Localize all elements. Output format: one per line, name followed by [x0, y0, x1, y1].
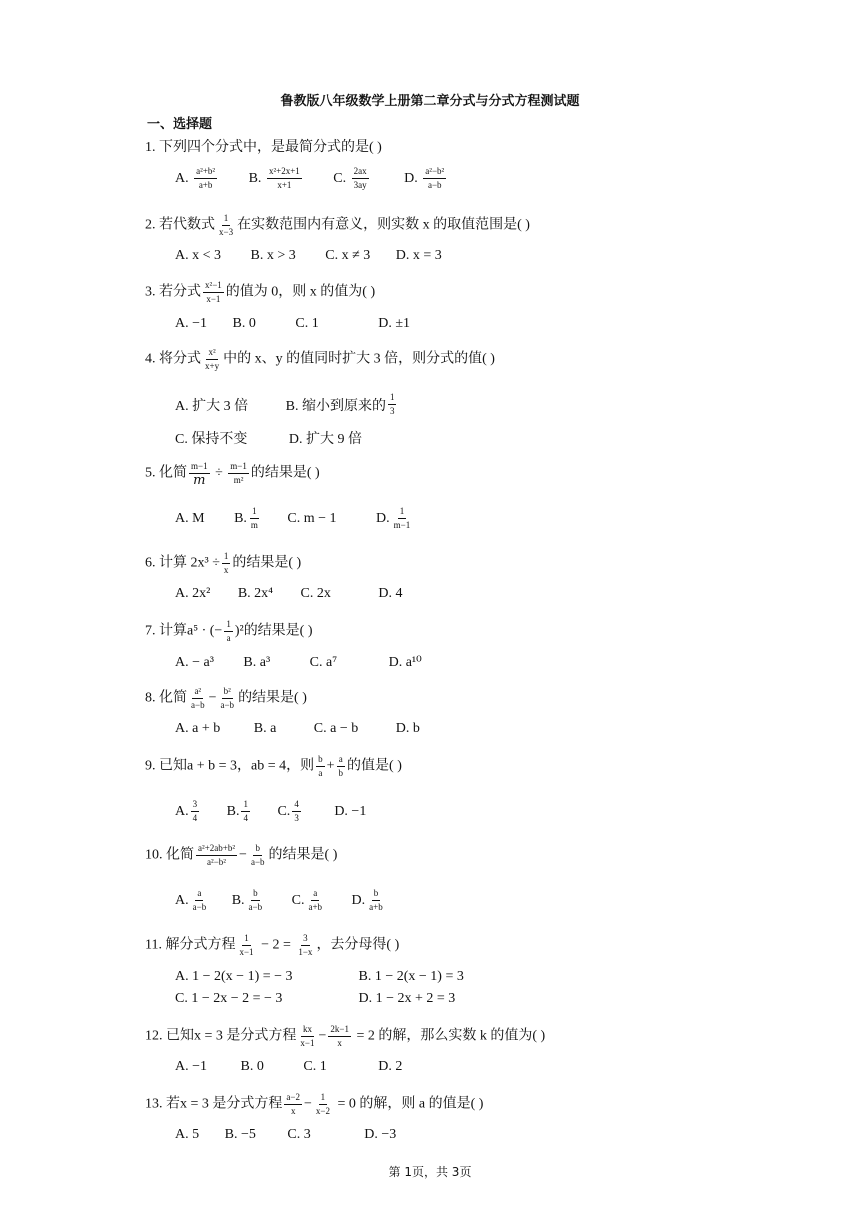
fraction: $\frac{\text{a²−b²}}{a-b}$: [425, 166, 445, 190]
fraction: $\frac{1}{4}$: [243, 799, 248, 823]
question-3-options: A. −1 B. 0 C. 1 D. ±1: [175, 316, 410, 331]
question-10-options: A. $\frac{a}{a-b}$ B. $\frac{b}{a-b}$ C. $\frac{a}{a+b}$ D. $\frac{b}{a+b}$: [175, 888, 383, 912]
question-11-options-row1: A. 1 − 2(x − 1) = − 3 B. 1 − 2(x − 1) = 3: [175, 969, 464, 984]
question-11-options-row2: C. 1 − 2x − 2 = − 3 D. 1 − 2x + 2 = 3: [175, 991, 456, 1006]
question-10: 10. 化简 $\frac{\text{a²+2ab+b²}}{\text{a²−b²}}$ − $\frac{b}{a-b}$ 的结果是( ): [145, 843, 338, 867]
fraction: $\frac{\text{x²+2x+1}}{x+1}$: [268, 166, 300, 190]
question-6: 6. 计算 2x³ ÷ $\frac{1}{x}$ 的结果是( ): [145, 551, 302, 575]
fraction: $\frac{\text{x²}}{x+y}$: [205, 347, 220, 371]
fraction: $\frac{1}{x-3}$: [219, 213, 234, 237]
question-9: 9. 已知a + b = 3，ab = 4，则 $\frac{b}{a}$ + $\frac{a}{b}$ 的值是( ): [145, 754, 402, 778]
fraction: $\frac{\text{a²}}{a-b}$: [191, 686, 205, 710]
question-2-options: A. x < 3 B. x > 3 C. x ≠ 3 D. x = 3: [175, 248, 442, 263]
question-8: 8. 化简 $\frac{\text{a²}}{a-b}$ − $\frac{\text{b²}}{a-b}$ 的结果是( ): [145, 686, 307, 710]
question-4-options-row2: C. 保持不变 D. 扩大 9 倍: [175, 432, 362, 447]
fraction: $\frac{m-1}{\text{m²}}$: [230, 461, 247, 485]
question-12: 12. 已知x = 3 是分式方程 $\frac{kx}{x-1}$ − $\frac{2k-1}{x}$ = 2 的解，那么实数 k 的值为( ): [145, 1024, 546, 1048]
fraction: $\frac{\text{x²−1}}{x-1}$: [205, 280, 222, 304]
fraction: $\frac{1}{m}$: [250, 506, 258, 530]
question-7: 7. 计算a⁵ · (− $\frac{1}{a}$ )²的结果是( ): [145, 619, 313, 643]
question-9-options: A. $\frac{3}{4}$ B. $\frac{1}{4}$ C. $\frac{4}{3}$ D. −1: [175, 799, 367, 823]
question-8-options: A. a + b B. a C. a − b D. b: [175, 721, 420, 736]
fraction: $\frac{3}{4}$: [192, 799, 198, 823]
question-1-options: A. $\frac{\text{a²+b²}}{a+b}$ B. $\frac{\text{x²+2x+1}}{x+1}$ C. $\frac{2ax}{3ay}$ D. $\frac{\text{a²−b²}}{a-b}$: [175, 166, 445, 190]
question-4-options-row1: A. 扩大 3 倍 B. 缩小到原来的 $\frac{1}{3}$: [175, 392, 395, 416]
page-title: 鲁教版八年级数学上册第二章分式与分式方程测试题: [280, 94, 580, 109]
question-2: 2. 若代数式 $\frac{1}{x-3}$ 在实数范围内有意义，则实数 x 的取值范围是( ): [145, 213, 530, 237]
question-5-options: A. M B. $\frac{1}{m}$ C. m − 1 D. $\frac{1}{m-1}$: [175, 506, 411, 530]
fraction: $\frac{1}{a}$: [226, 619, 231, 643]
question-4: 4. 将分式 $\frac{\text{x²}}{x+y}$ 中的 x、y 的值同时扩大 3 倍，则分式的值( ): [145, 347, 495, 371]
fraction: $\frac{\text{a²+2ab+b²}}{\text{a²−b²}}$: [198, 843, 236, 867]
fraction: $\frac{4}{3}$: [294, 799, 299, 823]
fraction: $\frac{m-1}{m}$: [191, 461, 208, 488]
fraction: $\frac{a}{b}$: [338, 754, 344, 778]
page-footer: 第 1页，共 3页: [388, 1165, 472, 1179]
fraction: $\frac{1}{3}$: [389, 392, 395, 416]
fraction: $\frac{1}{x}$: [223, 551, 229, 575]
question-13-options: A. 5 B. −5 C. 3 D. −3: [175, 1127, 397, 1142]
question-7-options: A. − a³ B. a³ C. a⁷ D. a¹⁰: [175, 654, 422, 670]
section-heading: 一、选择题: [147, 117, 213, 132]
fraction: $\frac{b}{a-b}$: [248, 888, 263, 912]
fraction: $\frac{1}{x-1}$: [239, 933, 254, 957]
fraction: $\frac{\text{a²+b²}}{a+b}$: [196, 166, 216, 190]
fraction: $\frac{a}{a+b}$: [308, 888, 323, 912]
fraction: $\frac{b}{a}$: [318, 754, 323, 778]
fraction: $\frac{b}{a-b}$: [250, 843, 265, 867]
question-6-options: A. 2x² B. 2x⁴ C. 2x D. 4: [175, 586, 403, 601]
question-5: 5. 化简 $\frac{m-1}{m}$ ÷ $\frac{m-1}{\text{m²}}$ 的结果是( ): [145, 461, 320, 488]
fraction: $\frac{a}{a-b}$: [192, 888, 207, 912]
question-13: 13. 若x = 3 是分式方程 $\frac{a-2}{x}$ − $\frac{1}{x-2}$ = 0 的解，则 a 的值是( ): [145, 1092, 484, 1116]
fraction: $\frac{2ax}{3ay}$: [353, 166, 367, 190]
question-1: 1. 下列四个分式中，是最简分式的是( ): [145, 140, 382, 155]
question-12-options: A. −1 B. 0 C. 1 D. 2: [175, 1059, 403, 1074]
fraction: $\frac{1}{x-2}$: [315, 1092, 330, 1116]
fraction: $\frac{b}{a+b}$: [369, 888, 383, 912]
fraction: $\frac{\text{b²}}{a-b}$: [220, 686, 235, 710]
fraction: $\frac{kx}{x-1}$: [300, 1024, 315, 1048]
fraction: $\frac{1}{m-1}$: [393, 506, 411, 530]
fraction: $\frac{3}{1-x}$: [298, 933, 313, 957]
fraction: $\frac{2k-1}{x}$: [330, 1024, 349, 1048]
question-3: 3. 若分式 $\frac{\text{x²−1}}{x-1}$ 的值为 0，则 x 的值为( ): [145, 280, 376, 304]
fraction: $\frac{a-2}{x}$: [286, 1092, 300, 1116]
question-11: 11. 解分式方程 $\frac{1}{x-1}$ − 2 = $\frac{3}{1-x}$ ，去分母得( ): [145, 933, 400, 957]
